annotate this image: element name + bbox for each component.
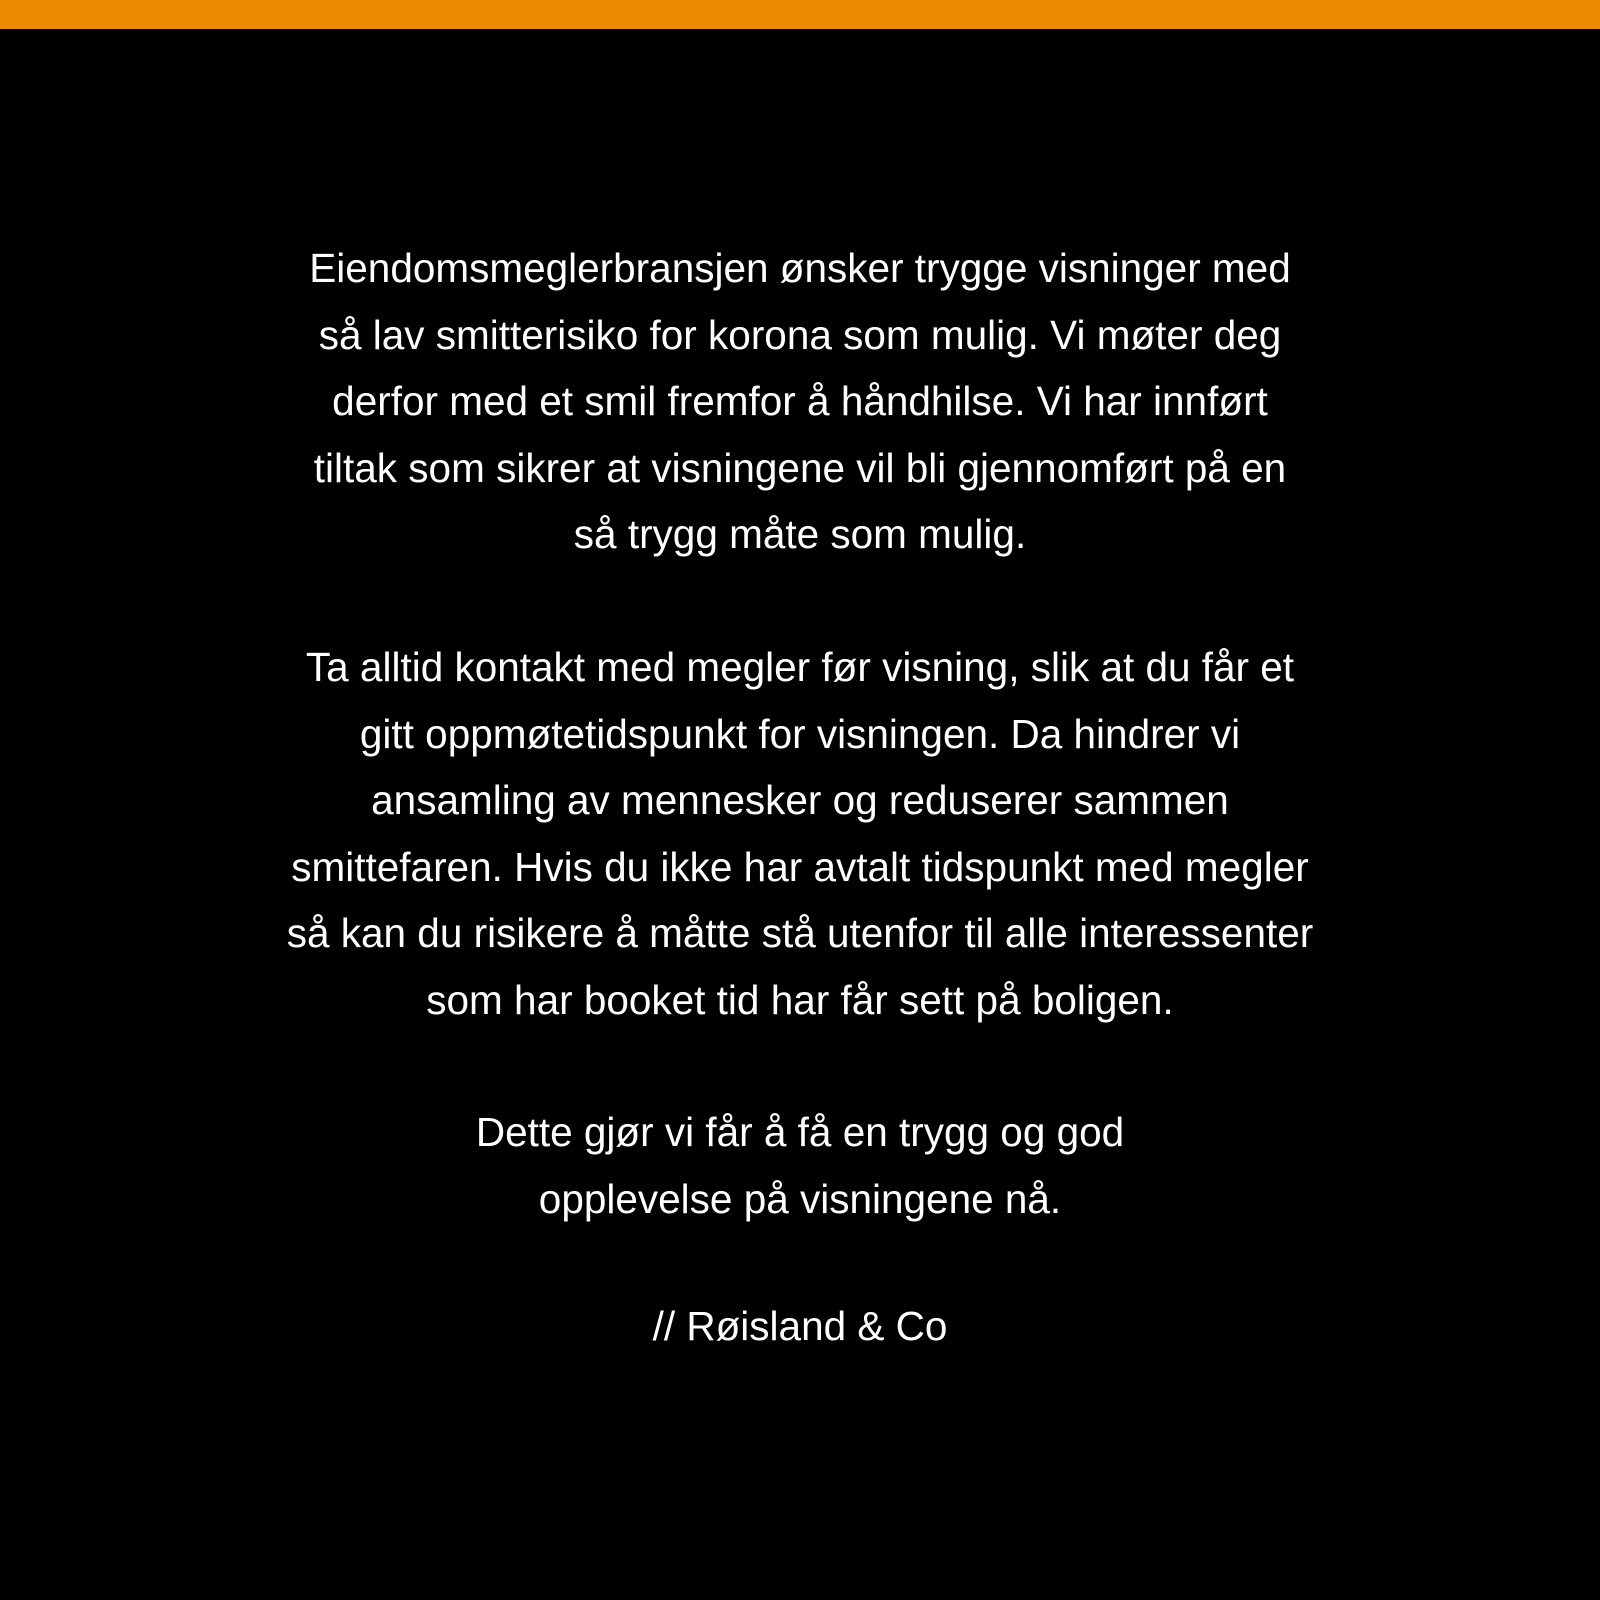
text-line: tiltak som sikrer at visningene vil bli gjennomført på en bbox=[313, 444, 1287, 491]
text-line: så trygg måte som mulig. bbox=[573, 511, 1027, 558]
text-line: ansamling av mennesker og reduserer sammen bbox=[371, 777, 1229, 824]
text-line: Ta alltid kontakt med megler før visning, slik at du får et bbox=[305, 644, 1295, 690]
paragraph-contact-instructions bbox=[0, 634, 1600, 1034]
text-line: derfor med et smil fremfor å håndhilse. Vi har innført bbox=[332, 378, 1268, 425]
signature bbox=[0, 1293, 1600, 1360]
text-line: smittefaren. Hvis du ikke har avtalt tidspunkt med megler bbox=[291, 843, 1309, 890]
text-line: opplevelse på visningene nå. bbox=[538, 1175, 1062, 1222]
paragraph-closing bbox=[0, 1099, 1600, 1232]
top-accent-bar bbox=[0, 0, 1600, 29]
signature-text: // Røisland & Co bbox=[652, 1303, 948, 1349]
text-line: Eiendomsmeglerbransjen ønsker trygge visninger med bbox=[309, 245, 1291, 291]
text-line: så kan du risikere å måtte stå utenfor til alle interessenter bbox=[286, 910, 1314, 957]
text-line: Dette gjør vi får å få en trygg og god bbox=[475, 1109, 1125, 1155]
text-line: gitt oppmøtetidspunkt for visningen. Da hindrer vi bbox=[359, 710, 1241, 757]
paragraph-safety-intro bbox=[0, 235, 1600, 568]
text-line: så lav smitterisiko for korona som mulig. Vi møter deg bbox=[318, 311, 1282, 358]
text-line: som har booket tid har får sett på boligen. bbox=[426, 976, 1174, 1023]
